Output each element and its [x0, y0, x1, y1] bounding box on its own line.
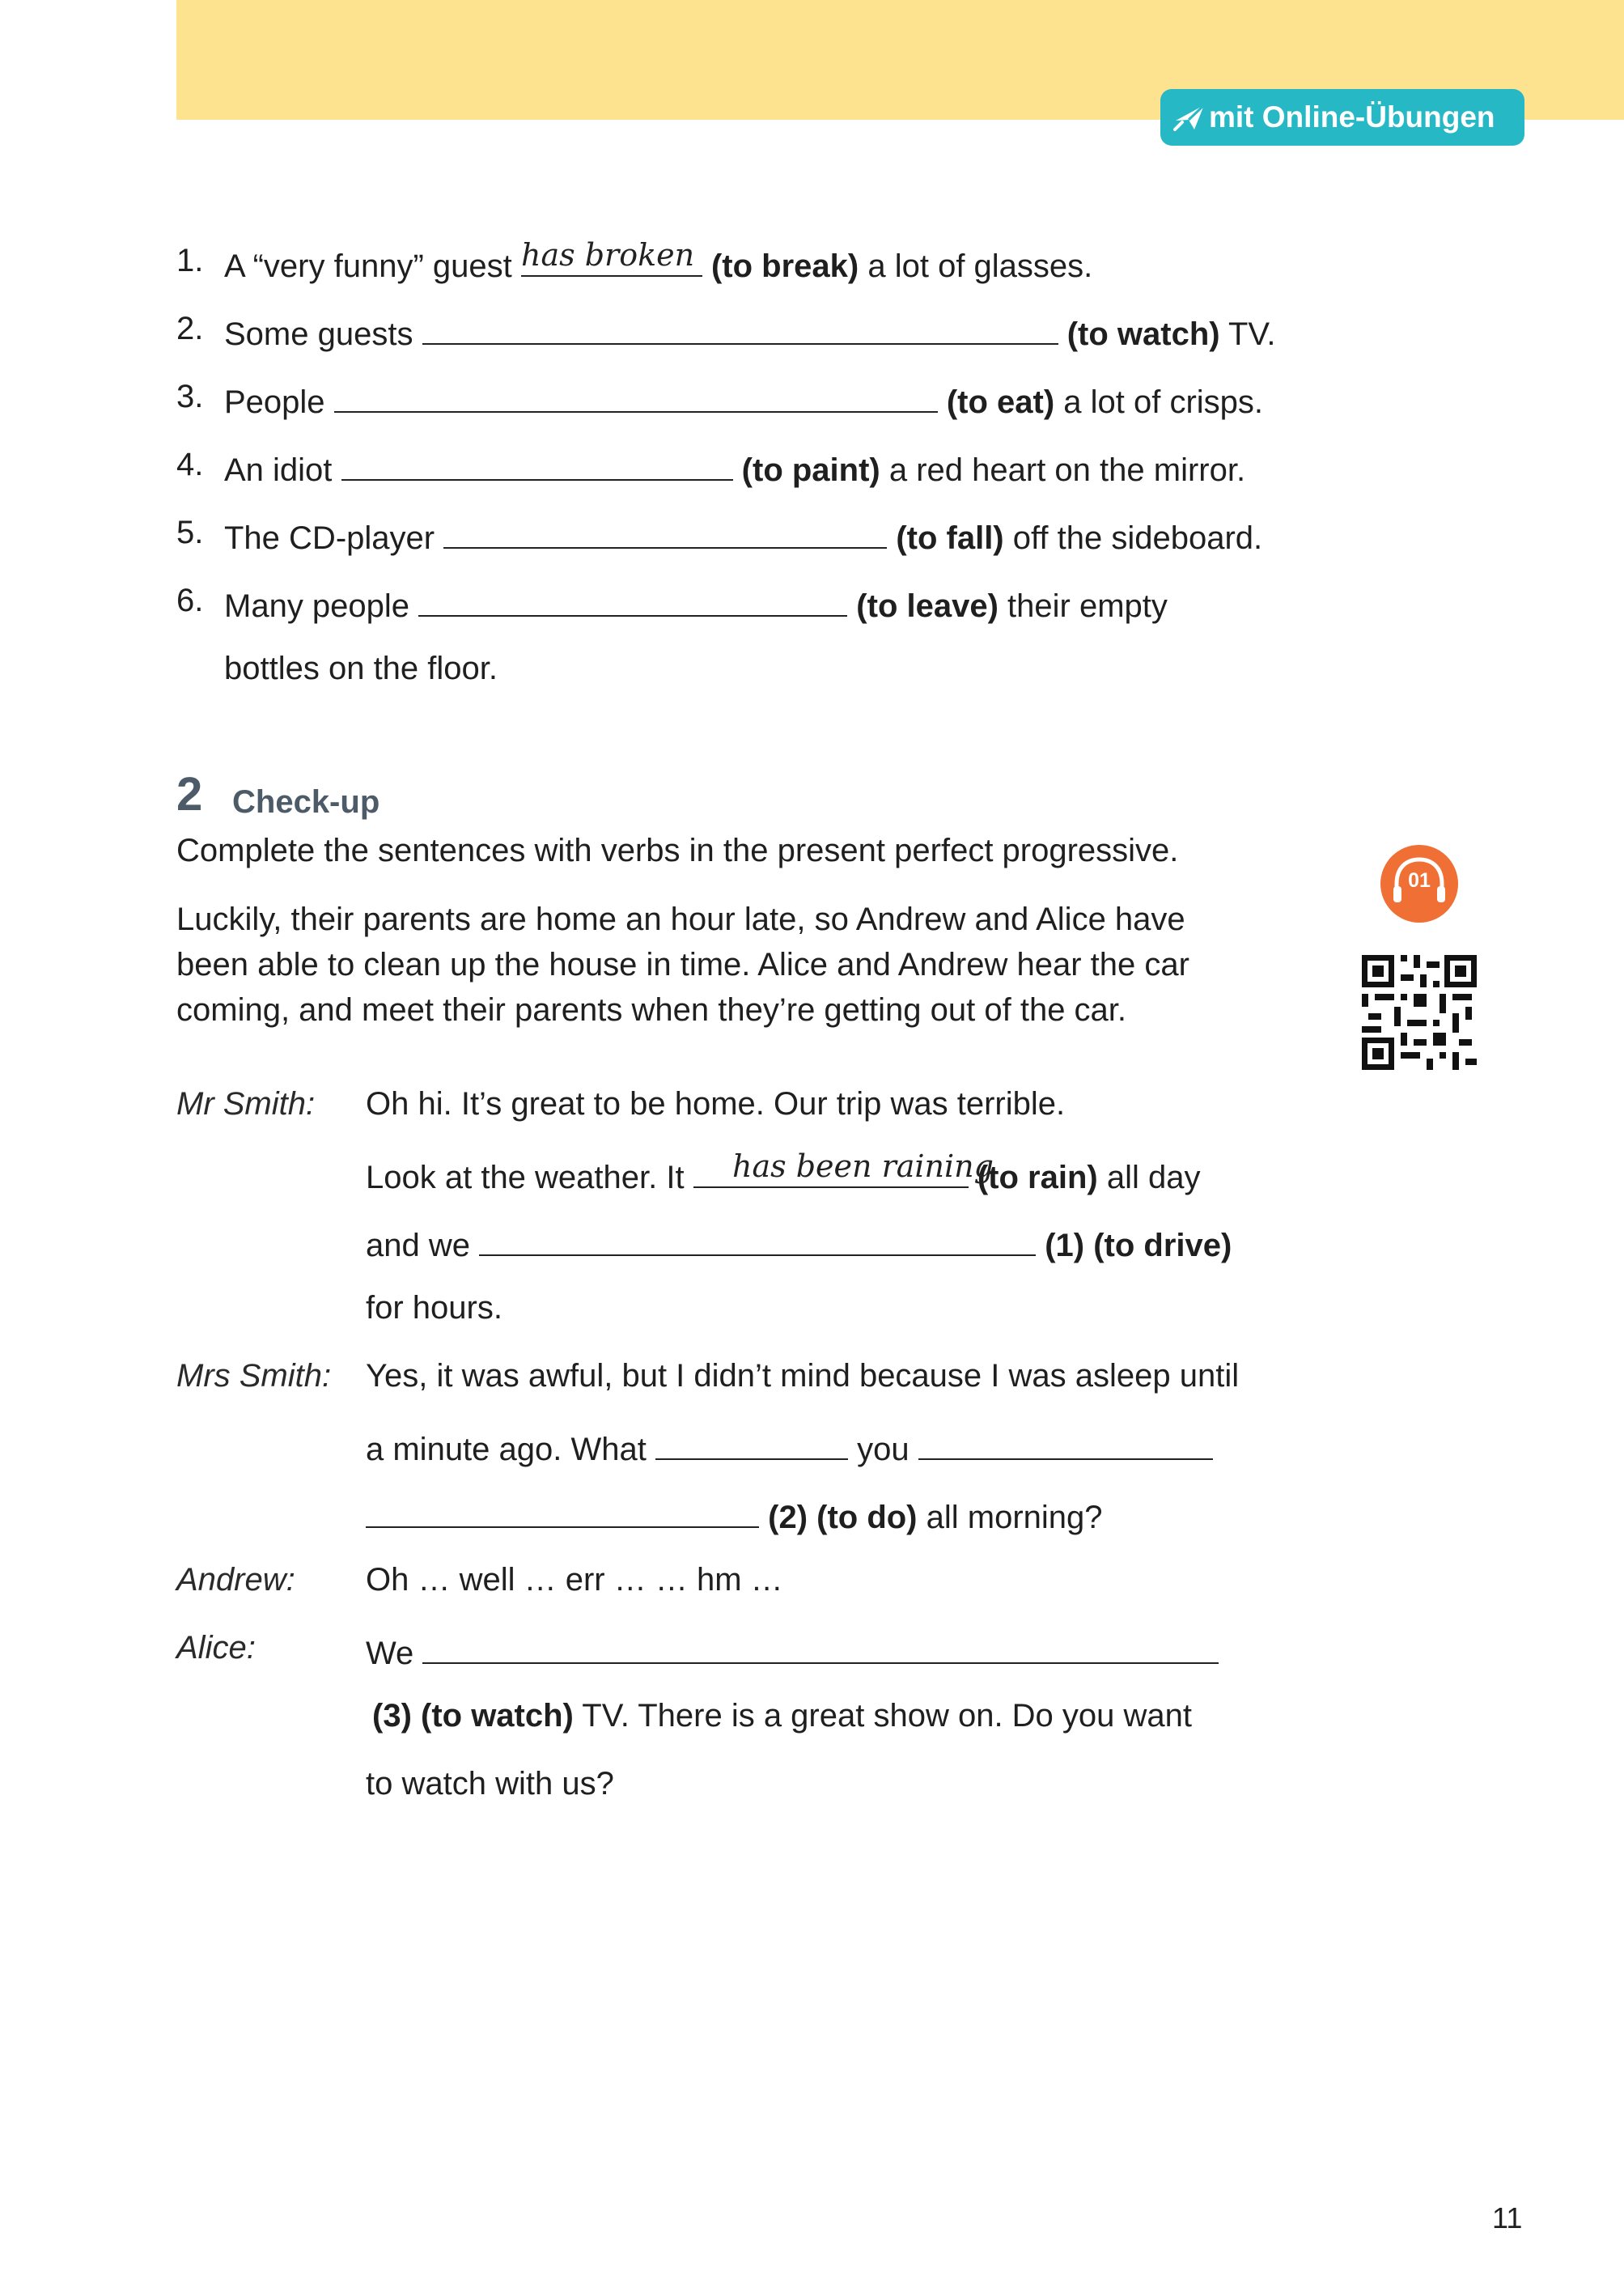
item-1-start: A “very funny” guest: [224, 248, 512, 284]
exercise1-item-3-number: 3.: [176, 379, 204, 414]
mrs-smith-line-1: Yes, it was awful, but I didn’t mind because I was asleep until: [366, 1358, 1240, 1394]
online-exercises-badge[interactable]: [1160, 89, 1524, 146]
intro-line-1: Luckily, their parents are home an hour late, so Andrew and Alice have: [176, 902, 1185, 937]
item-5-end: off the sideboard.: [1012, 520, 1263, 556]
alice-line-1: [366, 1632, 1219, 1670]
exercise1-item-1-number: 1.: [176, 243, 204, 278]
alice-answer-blank[interactable]: [422, 1632, 1219, 1664]
page-number: 11: [1492, 2201, 1523, 2234]
mr-smith-answer-blank-1[interactable]: [479, 1224, 1036, 1256]
alice-line-3: to watch with us?: [366, 1766, 614, 1802]
item-6-start: Many people: [224, 588, 410, 624]
exercise1-item-6-number: 6.: [176, 583, 204, 618]
speaker-mr-smith: Mr Smith:: [176, 1086, 316, 1122]
exercise1-item-6: [224, 584, 1168, 622]
mr-smith-line-4: for hours.: [366, 1290, 502, 1326]
exercise1-item-2-number: 2.: [176, 311, 204, 346]
item-6-verb: (to leave): [856, 588, 999, 624]
audio-track-number: 01: [1408, 869, 1431, 892]
item-4-verb: (to paint): [741, 452, 880, 488]
speaker-alice: Alice:: [176, 1630, 256, 1666]
exercise1-item-4-number: 4.: [176, 447, 204, 482]
item-1-end: a lot of glasses.: [867, 248, 1093, 284]
exercise1-item-5: [224, 516, 1262, 554]
qr-code-icon[interactable]: [1362, 955, 1477, 1070]
mr-smith-line-3-start: and we: [366, 1228, 470, 1263]
section-title: Check-up: [232, 784, 380, 820]
item-6-end: their empty: [1007, 588, 1168, 624]
exercise1-item-5-number: 5.: [176, 515, 204, 550]
speaker-andrew: Andrew:: [176, 1562, 295, 1598]
exercise1-item-4: [224, 448, 1245, 486]
alice-line-2-end: TV. There is a great show on. Do you want: [582, 1698, 1193, 1734]
item-4-end: a red heart on the mirror.: [888, 452, 1246, 488]
speaker-mrs-smith: Mrs Smith:: [176, 1358, 332, 1394]
mrs-smith-line-2-mid: you: [857, 1432, 910, 1467]
mr-smith-line-2-start: Look at the weather. It: [366, 1160, 685, 1195]
mr-smith-line-2-verb: (to rain): [977, 1160, 1098, 1195]
item-2-start: Some guests: [224, 316, 413, 352]
mrs-smith-answer-blank-c[interactable]: [366, 1496, 759, 1528]
mrs-smith-line-3-verb: (2) (to do): [768, 1500, 918, 1535]
andrew-line-1: Oh … well … err … … hm …: [366, 1562, 783, 1598]
alice-line-2-verb: (3) (to watch): [372, 1698, 574, 1734]
item-1-handwritten-answer: has broken: [521, 237, 695, 273]
item-6-continuation: bottles on the floor.: [224, 651, 498, 686]
item-2-verb: (to watch): [1066, 316, 1220, 352]
section-number: 2: [176, 768, 203, 821]
item-2-end: TV.: [1228, 316, 1276, 352]
mrs-smith-answer-blank-a[interactable]: [655, 1428, 848, 1460]
exercise1-item-3: [224, 380, 1263, 418]
item-3-end: a lot of crisps.: [1063, 384, 1264, 420]
mr-smith-line-3: [366, 1224, 1232, 1262]
item-5-start: The CD-player: [224, 520, 435, 556]
item-5-verb: (to fall): [896, 520, 1004, 556]
item-3-verb: (to eat): [946, 384, 1055, 420]
mrs-smith-line-3: [366, 1496, 1103, 1534]
mr-smith-line-1: Oh hi. It’s great to be home. Our trip was terrible.: [366, 1086, 1066, 1122]
paper-plane-icon: [1173, 103, 1206, 132]
mrs-smith-line-2: [366, 1428, 1213, 1466]
mr-smith-handwritten-answer: has been raining: [732, 1148, 994, 1184]
item-1-verb: (to break): [710, 248, 859, 284]
item-3-answer-blank[interactable]: [334, 380, 938, 413]
mrs-smith-line-3-end: all morning?: [926, 1500, 1103, 1535]
item-4-answer-blank[interactable]: [341, 448, 733, 481]
mr-smith-line-3-verb: (1) (to drive): [1045, 1228, 1232, 1263]
alice-line-2: [372, 1700, 1192, 1732]
exercise1-item-2: [224, 312, 1276, 350]
online-exercises-label: mit Online-Übungen: [1209, 100, 1495, 134]
intro-line-2: been able to clean up the house in time. Alice and Andrew hear the car: [176, 947, 1189, 982]
item-4-start: An idiot: [224, 452, 333, 488]
alice-line-1-start: We: [366, 1636, 414, 1671]
mrs-smith-answer-blank-b[interactable]: [918, 1428, 1213, 1460]
intro-paragraph: [176, 897, 1261, 1033]
exercise2-instruction: Complete the sentences with verbs in the present perfect progressive.: [176, 833, 1179, 868]
intro-line-3: coming, and meet their parents when they’re getting out of the car.: [176, 992, 1127, 1028]
item-3-start: People: [224, 384, 325, 420]
item-2-answer-blank[interactable]: [422, 312, 1058, 345]
mrs-smith-line-2-start: a minute ago. What: [366, 1432, 647, 1467]
item-6-answer-blank[interactable]: [418, 584, 847, 617]
item-5-answer-blank[interactable]: [443, 516, 887, 549]
mr-smith-line-2-end: all day: [1106, 1160, 1201, 1195]
